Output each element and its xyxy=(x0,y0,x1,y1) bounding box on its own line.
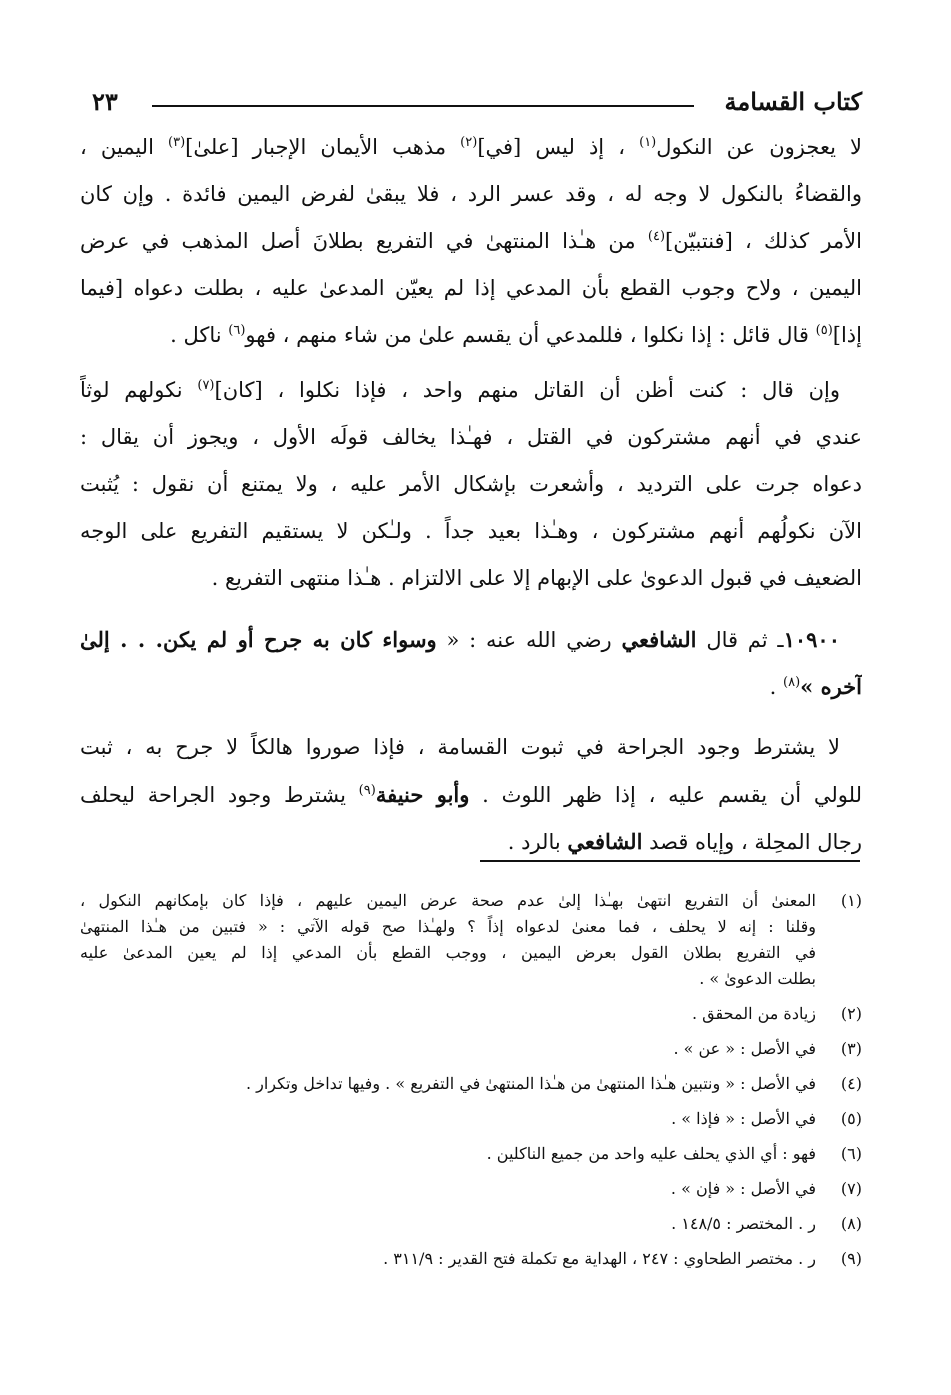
footnote-7 xyxy=(80,1176,862,1202)
footnote-5 xyxy=(80,1106,862,1132)
footnote-ref: (٤) xyxy=(647,229,666,244)
footnote-ref: (٨) xyxy=(783,675,801,690)
footnote-2 xyxy=(80,1001,862,1027)
footnote-ref: (٥) xyxy=(815,323,833,338)
footnote-number: (٤) xyxy=(840,1074,862,1093)
text-line: رجال المحِلة ، وإياه قصد الشافعي بالرد . xyxy=(507,829,862,854)
footnote-number: (٩) xyxy=(840,1249,862,1268)
footnote-text: فهو : أي الذي يحلف عليه واحد من جميع الناكلين . xyxy=(486,1144,816,1163)
footnote-6 xyxy=(80,1141,862,1167)
text-line: وإن قال : كنت أظن أن القاتل منهم واحد ، فإذا نكلوا ، [كان]$^{(٧)}$ نكولهم لوثاً xyxy=(80,378,840,402)
footnote-ref: (٧) xyxy=(197,378,215,393)
footnotes xyxy=(80,888,862,1281)
main-text xyxy=(80,124,862,865)
footnote-number: (١) xyxy=(840,891,862,910)
footnote-text: في الأصل : « فإذا » . xyxy=(671,1109,816,1128)
text-line: ١٠٩٠٠ـ ثم قال الشافعي رضي الله عنه : « وسواء كان به جرح أو لم يكن. . . إلىٰ xyxy=(80,627,840,652)
page-header xyxy=(92,82,862,122)
page-number: ٢٣ xyxy=(92,87,118,116)
text-line: والقضاءُ بالنكول لا وجه له ، وقد عسر الرد ، فلا يبقىٰ لفرض اليمين فائدة . وإن كان xyxy=(80,182,862,206)
footnote-9 xyxy=(80,1246,862,1272)
footnote-text: المعنىٰ أن التفريع انتهىٰ بهـٰذا إلىٰ عدم صحة عرض اليمين عليهم ، فإذا كان بإمكانهم النكول ، وقلنا : إنه لا يحلف ، فما معنىٰ لدعواه إذاً ؟ ولهـٰذا صح قوله الآتي : « فتبين من هـٰذا المنتهىٰ في التفريع بطلان القول بعرض اليمين ، ووجب القطع بأن المدعي إذا لم يعين المدعىٰ عليه بطلت الدعوىٰ » . xyxy=(80,891,816,988)
footnote-number: (٧) xyxy=(840,1179,862,1198)
footnote-separator xyxy=(480,860,860,862)
text-line: دعواه جرت على الترديد ، وأشعرت بإشكال الأمر عليه ، ولا يمتنع أن نقول : يُثبت xyxy=(80,472,862,496)
footnote-8 xyxy=(80,1211,862,1237)
footnote-ref: (٣) xyxy=(168,135,186,150)
footnote-ref: (٢) xyxy=(460,135,478,150)
text-line: الآن نكولُهم أنهم مشتركون ، وهـٰذا بعيد جداً . ولـٰكن لا يستقيم التفريع على الوجه xyxy=(80,519,862,543)
text-line: اليمين ، ولاح وجوب القطع بأن المدعي إذا لم يعيّن المدعىٰ عليه ، بطلت دعواه [فيما xyxy=(80,276,862,300)
footnote-ref: (٦) xyxy=(228,323,246,338)
footnote-ref: (١) xyxy=(639,135,657,150)
footnote-number: (٢) xyxy=(840,1004,862,1023)
text-line: آخره »$^{(٨)}$ . xyxy=(769,674,862,699)
footnote-4 xyxy=(80,1071,862,1097)
text-line: عندي في أنهم مشتركون في القتل ، فهـٰذا يخالف قولَه الأول ، ويجوز أن يقال : xyxy=(80,425,862,449)
chapter-title: كتاب القسامة xyxy=(724,87,862,116)
footnote-number: (٥) xyxy=(840,1109,862,1128)
text-line: الضعيف في قبول الدعوىٰ على الإبهام إلا على الالتزام . هـٰذا منتهى التفريع . xyxy=(211,566,862,590)
paragraph-4 xyxy=(80,724,862,865)
text-line: الأمر كذلك ، [فنتبيّن]$^{(٤)}$ من هـٰذا المنتهىٰ في التفريع بطلانَ أصل المذهب في عرض xyxy=(80,229,862,253)
footnote-3 xyxy=(80,1036,862,1062)
paragraph-2 xyxy=(80,367,862,602)
paragraph-number: ١٠٩٠٠ xyxy=(783,627,840,652)
footnote-text: زيادة من المحقق . xyxy=(692,1004,816,1023)
footnote-text: في الأصل : « عن » . xyxy=(673,1039,816,1058)
footnote-text: ر . المختصر : ١٤٨/٥ . xyxy=(671,1214,816,1233)
paragraph-3 xyxy=(80,616,862,710)
header-rule xyxy=(152,105,694,107)
text-line: للولي أن يقسم عليه ، إذا ظهر اللوث . وأبو حنيفة$^{(٩)}$ يشترط وجود الجراحة ليحلف xyxy=(80,782,862,807)
text-line: لا يشترط وجود الجراحة في ثبوت القسامة ، فإذا صوروا هالكاً لا جرح به ، ثبت xyxy=(80,735,840,759)
text-line: إذا]$^{(٥)}$ قال قائل : إذا نكلوا ، فللمدعي أن يقسم علىٰ من شاء منهم ، فهو$^{(٦)}$ ناكل . xyxy=(170,323,862,347)
footnote-number: (٦) xyxy=(840,1144,862,1163)
footnote-1 xyxy=(80,888,862,992)
footnote-number: (٨) xyxy=(840,1214,862,1233)
text-line: لا يعجزون عن النكول$^{(١)}$ ، إذ ليس [في]$^{(٢)}$ مذهب الأيمان الإجبار [علىٰ]$^{(٣)}$ اليمين ، xyxy=(80,135,862,159)
footnote-text: ر . مختصر الطحاوي : ٢٤٧ ، الهداية مع تكملة فتح القدير : ٣١١/٩ . xyxy=(383,1249,816,1268)
footnote-ref: (٩) xyxy=(358,783,376,798)
paragraph-1 xyxy=(80,124,862,359)
footnote-text: في الأصل : « ونتبين هـٰذا المنتهىٰ من هـٰذا المنتهىٰ في التفريع » . وفيها تداخل وتكرار . xyxy=(245,1074,816,1093)
footnote-number: (٣) xyxy=(840,1039,862,1058)
footnote-text: في الأصل : « فإن » . xyxy=(670,1179,816,1198)
